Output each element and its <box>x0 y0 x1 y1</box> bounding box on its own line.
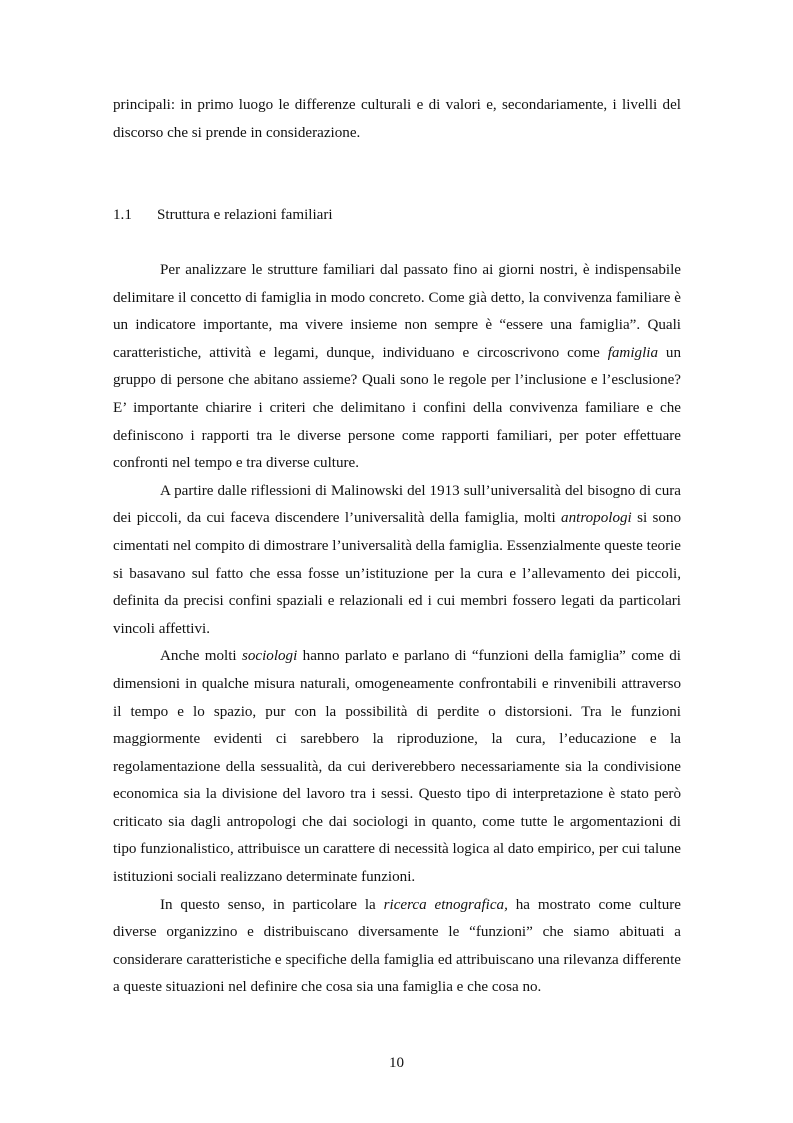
paragraph-2-emphasis: antropologi <box>561 510 632 527</box>
section-heading <box>113 202 333 230</box>
section-body <box>113 257 681 1002</box>
paragraph-4-emphasis: ricerca etnografica, <box>383 896 508 913</box>
page-number: 10 <box>388 1055 405 1071</box>
paragraph-2-text-b: si sono cimentati nel compito di dimostrare l’universalità della famiglia. Essenzialmente queste teorie si basavano sul fatto che essa fosse un’istituzione per la cura e l’allevamento dei piccoli, definita da precisi confini spaziali e relazionali ed i cui membri fossero legati da particolari vincoli affettivi. <box>113 510 681 637</box>
paragraph-4 <box>113 892 681 1002</box>
paragraph-3-text-b: hanno parlato e parlano di “funzioni della famiglia” come di dimensioni in qualche misura naturali, omogeneamente confrontabili e rinvenibili attraverso il tempo e lo spazio, pur con la possibilità di perdite o distorsioni. Tra le funzioni maggiormente evidenti ci sarebbero la riproduzione, la cura, l’educazione e la regolamentazione della sessualità, da cui deriverebbero necessariamente sia la condivisione economica sia la divisione del lavoro tra i sessi. Questo tipo di interpretazione è stato però criticato sia dagli antropologi che dai sociologi in quanto, come tutte le argomentazioni di tipo funzionalistico, attribuisce un carattere di necessità logica al dato empirico, per cui talune istituzioni sociali realizzano determinate funzioni. <box>113 648 681 886</box>
paragraph-1 <box>113 257 681 478</box>
intro-paragraph <box>113 92 681 147</box>
intro-text: principali: in primo luogo le differenze culturali e di valori e, secondariamente, i livelli del discorso che si prende in considerazione. <box>113 97 681 141</box>
paragraph-1-text-b: un gruppo di persone che abitano assieme? Quali sono le regole per l’inclusione e l’esclusione? E’ importante chiarire i criteri che delimitano i confini della convivenza familiare e che definiscono i rapporti tra le diverse persone come rapporti familiari, per poter effettuare confronti nel tempo e tra diverse culture. <box>113 344 681 472</box>
paragraph-1-emphasis: famiglia <box>607 344 659 361</box>
paragraph-3-emphasis: sociologi <box>241 648 298 665</box>
section-number: 1.1 <box>113 207 132 223</box>
paragraph-2 <box>113 478 681 644</box>
paragraph-2-text-a: A partire dalle riflessioni di Malinowski del 1913 sull’universalità del bisogno di cura dei piccoli, da cui faceva discendere l’universalità della famiglia, molti <box>113 482 681 527</box>
paragraph-4-text-b: ha mostrato come culture diverse organizzino e distribuiscano diversamente le “funzioni” che siamo abituati a considerare caratteristiche e specifiche della famiglia ed attribuiscano una rilevanza differente a queste situazioni nel definire che cosa sia una famiglia e che cosa no. <box>113 896 681 996</box>
paragraph-3 <box>113 643 681 891</box>
paragraph-1-text-a: Per analizzare le strutture familiari dal passato fino ai giorni nostri, è indispensabile delimitare il concetto di famiglia in modo concreto. Come già detto, la convivenza familiare è un indicatore importante, ma vivere insieme non sempre è “essere una famiglia”. Quali caratteristiche, attività e legami, dunque, individuano e circoscrivono come <box>113 262 681 361</box>
paragraph-4-text-a: In questo senso, in particolare la <box>160 896 384 913</box>
paragraph-3-text-a: Anche molti <box>160 648 242 665</box>
section-title: Struttura e relazioni familiari <box>157 207 333 223</box>
